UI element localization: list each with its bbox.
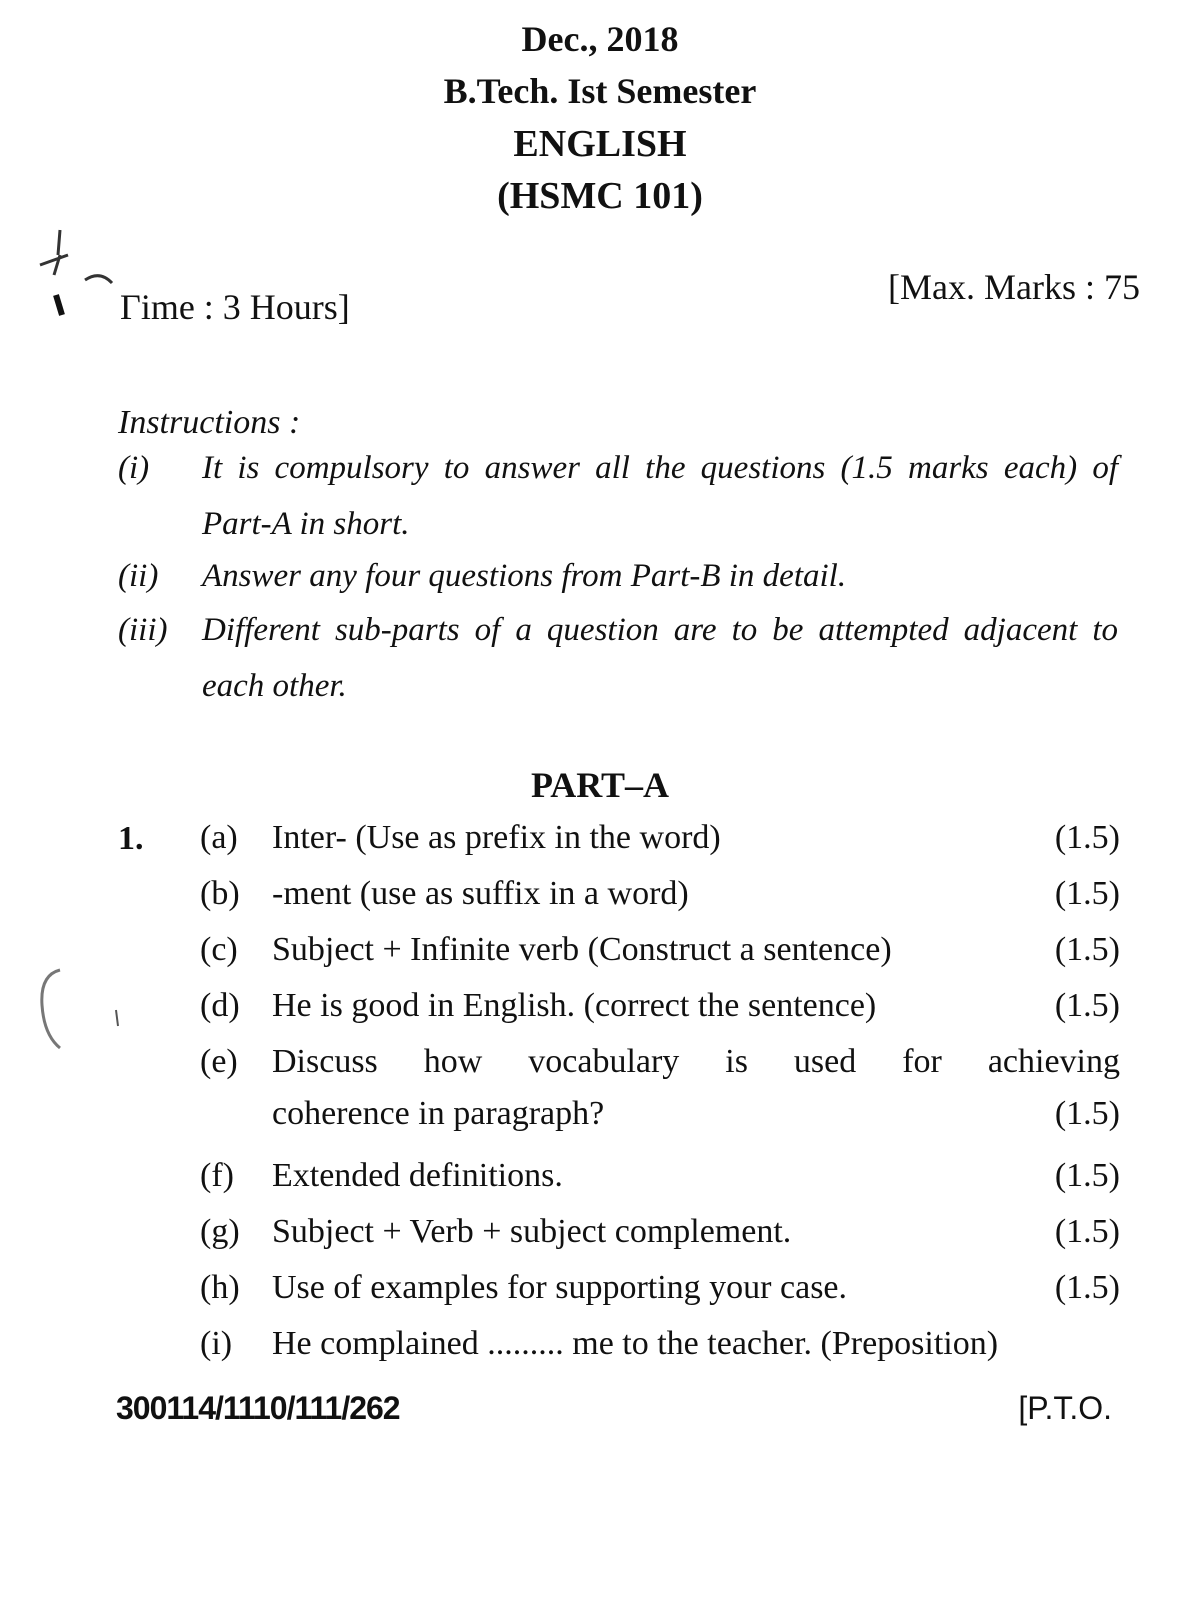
question-label: (c): [200, 931, 238, 968]
question-marks: (1.5): [1054, 1213, 1120, 1250]
instructions-title: Instructions :: [118, 404, 301, 441]
subject-code: (HSMC 101): [497, 175, 703, 217]
subject-title: ENGLISH: [513, 123, 687, 165]
pto-label: [P.T.O.: [1018, 1390, 1112, 1426]
handwritten-mark-icon: [30, 225, 120, 325]
question-text-line1: Discuss how vocabulary is used for achieving: [272, 1043, 1120, 1080]
question-item: [200, 1036, 1120, 1146]
question-text-line2: coherence in paragraph?: [272, 1095, 605, 1132]
question-label: (b): [200, 875, 240, 912]
part-a-title: PART–A: [530, 765, 670, 805]
instruction-text: Different sub-parts of a question are to be attempted adjacent to each other.: [202, 612, 1118, 704]
question-text: Subject + Infinite verb (Construct a sentence): [272, 931, 892, 968]
question-text: Use of examples for supporting your case.: [272, 1269, 848, 1306]
question-text: Subject + Verb + subject complement.: [272, 1213, 792, 1250]
time-allowed: Γime : 3 Hours]: [120, 287, 350, 327]
question-text: -ment (use as suffix in a word): [272, 875, 689, 912]
instruction-text: Answer any four questions from Part-B in detail.: [202, 558, 847, 594]
question-marks: (1.5): [1054, 931, 1120, 968]
handwritten-bracket-icon: [30, 960, 130, 1060]
question-label: (g): [200, 1213, 240, 1250]
question-number: 1.: [118, 820, 144, 857]
paper-code: 300114/1110/111/262: [116, 1390, 400, 1426]
instruction-number: (ii): [118, 558, 159, 594]
question-marks: (1.5): [1054, 819, 1120, 856]
question-text: He is good in English. (correct the sentence): [272, 987, 877, 1024]
question-label: (f): [200, 1157, 234, 1194]
question-marks: (1.5): [1054, 875, 1120, 912]
course-name: B.Tech. Ist Semester: [443, 71, 757, 111]
instruction-number: (iii): [118, 612, 168, 648]
question-marks: (1.5): [1054, 1269, 1120, 1306]
question-text: Inter- (Use as prefix in the word): [272, 819, 721, 856]
question-text: Extended definitions.: [272, 1157, 563, 1194]
question-text: He complained ......... me to the teacher. (Preposition): [272, 1325, 999, 1362]
question-marks: (1.5): [1054, 1095, 1120, 1132]
question-marks: (1.5): [1054, 1157, 1120, 1194]
question-label: (d): [200, 987, 240, 1024]
question-label: (i): [200, 1325, 233, 1362]
question-marks: (1.5): [1054, 987, 1120, 1024]
question-label: (a): [200, 819, 238, 856]
max-marks: [Max. Marks : 75: [888, 267, 1140, 307]
instruction-number: (i): [118, 450, 150, 486]
question-label: (e): [200, 1043, 238, 1080]
question-label: (h): [200, 1269, 240, 1306]
exam-date: Dec., 2018: [521, 19, 679, 59]
instruction-text: It is compulsory to answer all the questions (1.5 marks each) of Part-A in short.: [202, 450, 1118, 542]
